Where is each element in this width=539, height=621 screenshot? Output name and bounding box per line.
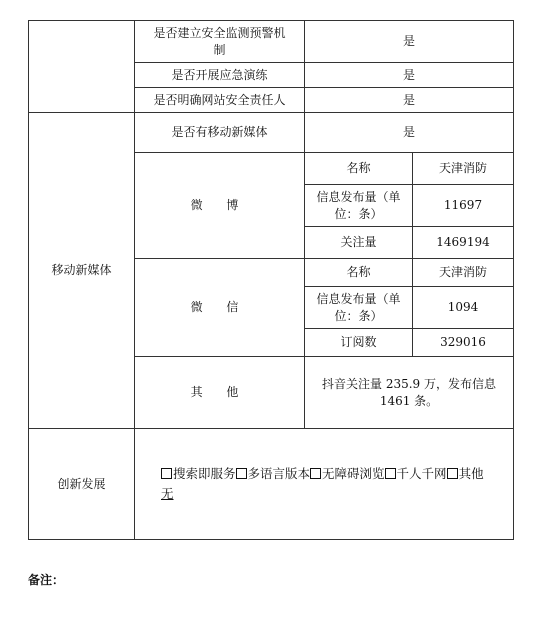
checkbox-icon[interactable] <box>161 468 172 479</box>
website-report-table <box>28 20 514 540</box>
weixin-subscribe-label: 订阅数 <box>305 329 413 357</box>
other-media-label: 其 他 <box>135 357 305 429</box>
mobile-section-label: 移动新媒体 <box>29 113 135 429</box>
weixin-name-value: 天津消防 <box>413 259 514 287</box>
weibo-follow-label: 关注量 <box>305 227 413 259</box>
emergency-drill-value: 是 <box>305 63 514 88</box>
note-label: 备注： <box>28 573 65 587</box>
emergency-drill-label: 是否开展应急演练 <box>135 63 305 88</box>
weibo-follow-value: 1469194 <box>413 227 514 259</box>
weixin-subscribe-value: 329016 <box>413 329 514 357</box>
table-row <box>29 113 514 153</box>
checkbox-icon[interactable] <box>385 468 396 479</box>
security-owner-label: 是否明确网站安全责任人 <box>135 88 305 113</box>
weixin-name-label: 名称 <box>305 259 413 287</box>
option-other-value: 无 <box>161 486 174 501</box>
weibo-name-label: 名称 <box>305 153 413 185</box>
option-multilingual: 多语言版本 <box>247 466 311 481</box>
weibo-label: 微 博 <box>135 153 305 259</box>
other-media-value: 抖音关注量 235.9 万，发布信息 1461 条。 <box>305 357 514 429</box>
weibo-publish-label: 信息发布量（单位：条） <box>305 185 413 227</box>
option-personalized: 千人千网 <box>396 466 447 481</box>
innovation-label: 创新发展 <box>29 429 135 540</box>
security-section-cell <box>29 21 135 113</box>
weixin-label: 微 信 <box>135 259 305 357</box>
checkbox-icon[interactable] <box>447 468 458 479</box>
checkbox-icon[interactable] <box>236 468 247 479</box>
option-search-service: 搜索即服务 <box>173 466 236 481</box>
has-mobile-value: 是 <box>305 113 514 153</box>
weibo-name-value: 天津消防 <box>413 153 514 185</box>
weixin-publish-value: 1094 <box>413 287 514 329</box>
checkbox-icon[interactable] <box>310 468 321 479</box>
table-row <box>29 429 514 540</box>
innovation-options <box>135 429 514 540</box>
security-monitoring-value: 是 <box>305 21 514 63</box>
option-other: 其他 <box>458 466 484 481</box>
security-monitoring-label: 是否建立安全监测预警机制 <box>135 21 305 63</box>
has-mobile-label: 是否有移动新媒体 <box>135 113 305 153</box>
weixin-publish-label: 信息发布量（单位：条） <box>305 287 413 329</box>
table-row <box>29 21 514 63</box>
weibo-publish-value: 11697 <box>413 185 514 227</box>
option-accessibility: 无障碍浏览 <box>322 466 385 481</box>
security-owner-value: 是 <box>305 88 514 113</box>
